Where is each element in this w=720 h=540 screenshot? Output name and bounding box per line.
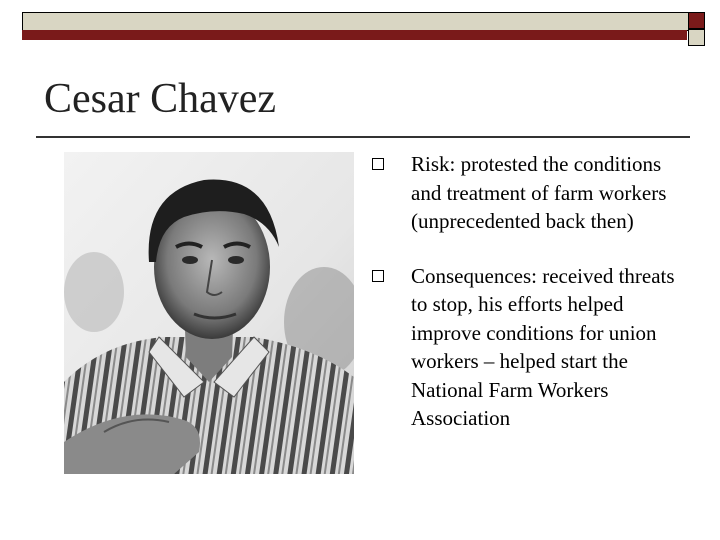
bullet-text: Consequences: received threats to stop, his efforts helped improve conditions for union workers – helped start the National Farm Workers Association <box>411 263 675 430</box>
corner-square-dark <box>688 12 705 29</box>
portrait-photo <box>64 152 354 474</box>
bullet-list <box>372 150 692 459</box>
hollow-square-icon <box>372 158 384 170</box>
header-band <box>22 12 689 31</box>
bullet-item-risk <box>372 150 692 236</box>
bullet-item-consequences <box>372 262 692 433</box>
title-divider <box>36 136 690 138</box>
hollow-square-icon <box>372 270 384 282</box>
header-accent-rule <box>22 30 687 40</box>
slide-title: Cesar Chavez <box>44 76 277 122</box>
bullet-text: Risk: protested the conditions and treatment of farm workers (unprecedented back then) <box>411 152 667 233</box>
corner-square-light <box>688 29 705 46</box>
